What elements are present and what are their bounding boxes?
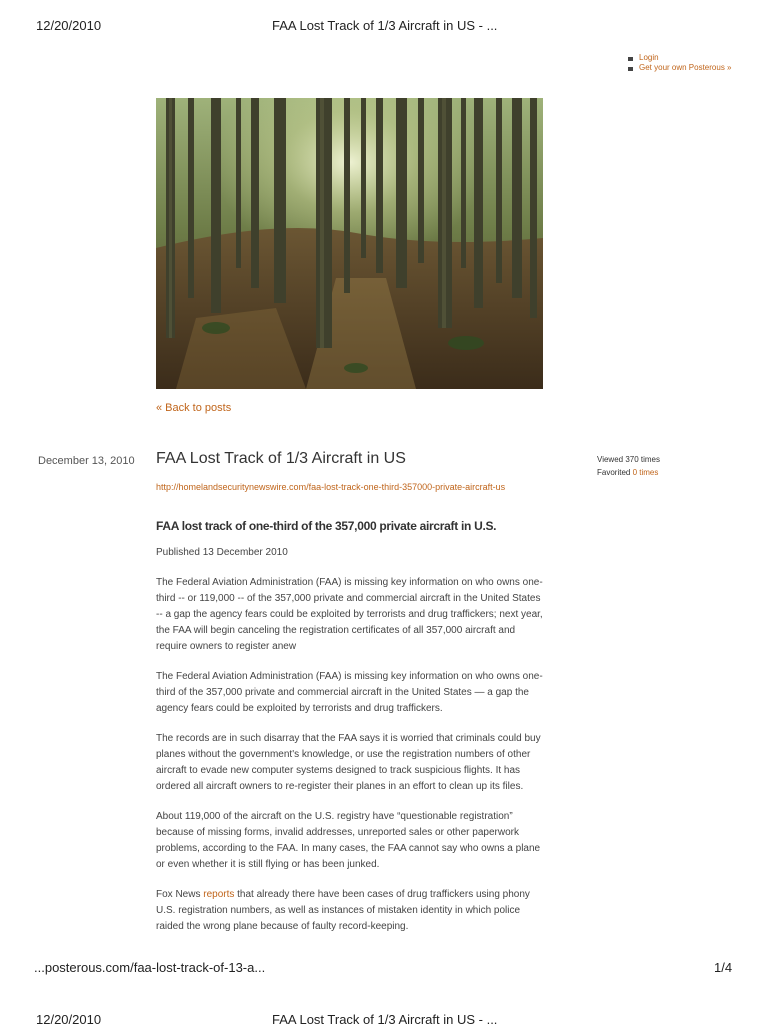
favorited-times-link[interactable]: 0 times bbox=[632, 468, 659, 477]
back-to-posts-link[interactable]: « Back to posts bbox=[156, 402, 232, 414]
get-posterous-link[interactable]: Get your own Posterous » bbox=[628, 63, 732, 73]
bullet-icon bbox=[628, 57, 633, 61]
print-footer-url: ...posterous.com/faa-lost-track-of-13-a... bbox=[34, 960, 266, 975]
print-title: FAA Lost Track of 1/3 Aircraft in US - ... bbox=[272, 18, 498, 33]
reports-link[interactable]: reports bbox=[203, 889, 235, 900]
forest-photo bbox=[156, 98, 543, 389]
published-date: Published 13 December 2010 bbox=[156, 547, 288, 558]
next-page-print-date: 12/20/2010 bbox=[36, 1012, 102, 1027]
paragraph-1: The Federal Aviation Administration (FAA) is missing key information on who owns one-third -- or 119,000 -- of the 357,000 private and commercial aircraft in the United States -- a gap the agency fears could be exploited by terrorists and drug traffickers; next year, the FAA will begin canceling the registration certificates of all 357,000 aircraft and require owners to register anew bbox=[156, 577, 543, 652]
favorited-count: Favorited 0 times bbox=[597, 468, 659, 477]
post-title: FAA Lost Track of 1/3 Aircraft in US bbox=[156, 450, 406, 467]
post-stats bbox=[597, 453, 660, 479]
next-page-print-title: FAA Lost Track of 1/3 Aircraft in US - ... bbox=[272, 1012, 498, 1027]
paragraph-4: About 119,000 of the aircraft on the U.S. registry have “questionable registration” because of missing forms, invalid addresses, unreported sales or other paperwork problems, according to the FAA. In many cases, the FAA cannot say who owns a plane or even whether it is still flying or has been junked. bbox=[156, 811, 541, 870]
bullet-icon bbox=[628, 67, 633, 71]
post-date: December 13, 2010 bbox=[38, 455, 135, 467]
account-links bbox=[628, 53, 732, 73]
source-url-link[interactable]: http://homelandsecuritynewswire.com/faa-lost-track-one-third-357000-private-aircraft-us bbox=[156, 482, 506, 492]
viewed-count: Viewed 370 times bbox=[597, 455, 660, 464]
article-subhead: FAA lost track of one-third of the 357,000 private aircraft in U.S. bbox=[156, 519, 497, 533]
paragraph-2: The Federal Aviation Administration (FAA) is missing key information on who owns one-third of the 357,000 private and commercial aircraft in the United States — a gap the agency fears could be exploited by terrorists and drug traffickers. bbox=[156, 671, 543, 714]
print-page-number: 1/4 bbox=[714, 960, 733, 975]
print-date: 12/20/2010 bbox=[36, 18, 102, 33]
paragraph-5: Fox News reports that already there have been cases of drug traffickers using phony U.S. registration numbers, as well as instances of mistaken identity in which police raided the wrong plane because of faulty record-keeping. bbox=[156, 889, 530, 932]
article-body bbox=[156, 519, 546, 949]
login-link[interactable]: Login bbox=[628, 53, 732, 63]
paragraph-3: The records are in such disarray that the FAA says it is worried that criminals could buy planes without the government's knowledge, or use the registration numbers of other aircraft to evade new computer systems designed to track suspicious flights. It has ordered all aircraft owners to re-register their planes in an effort to clean up its files. bbox=[156, 733, 541, 792]
